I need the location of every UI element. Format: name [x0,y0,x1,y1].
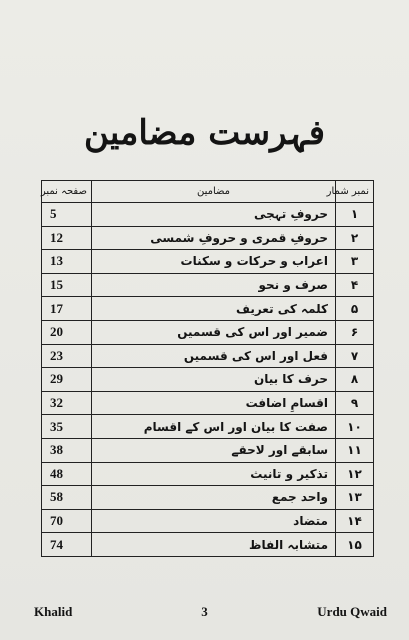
footer-author: Khalid [34,604,73,619]
table-row [42,297,374,321]
header-topic: مضامین [92,181,336,203]
contents-table [41,180,374,557]
row-serial: ۱۱ [336,438,374,462]
header-page: صفحہ نمبر [42,181,92,203]
row-page: 35 [42,415,92,439]
row-serial: ۲ [336,226,374,250]
row-topic: اعراب و حرکات و سکنات [92,250,336,274]
row-serial: ۱ [336,203,374,227]
table-row [42,462,374,486]
table-header-row [42,181,374,203]
row-page: 70 [42,509,92,533]
row-topic: حروفِ تہجی [92,203,336,227]
row-topic: صفت کا بیان اور اس کے اقسام [92,415,336,439]
table-row [42,509,374,533]
row-page: 12 [42,226,92,250]
row-topic: تذکیر و تانیث [92,462,336,486]
row-page: 20 [42,320,92,344]
row-serial: ۶ [336,320,374,344]
row-topic: حرف کا بیان [92,368,336,392]
row-serial: ۴ [336,273,374,297]
row-topic: صرف و نحو [92,273,336,297]
row-serial: ۱۴ [336,509,374,533]
row-serial: ۹ [336,391,374,415]
table-row [42,533,374,557]
row-page: 48 [42,462,92,486]
row-serial: ۱۰ [336,415,374,439]
row-serial: ۳ [336,250,374,274]
row-topic: متشابہ الفاظ [92,533,336,557]
row-serial: ۱۵ [336,533,374,557]
row-topic: ضمیر اور اس کی قسمیں [92,320,336,344]
table-row [42,344,374,368]
footer-book-title: Urdu Qwaid [317,604,387,619]
row-topic: کلمہ کی تعریف [92,297,336,321]
table-row [42,273,374,297]
row-page: 32 [42,391,92,415]
row-serial: ۵ [336,297,374,321]
row-page: 29 [42,368,92,392]
table-row [42,415,374,439]
row-page: 17 [42,297,92,321]
table-row [42,486,374,510]
table-row [42,320,374,344]
page-title: فہرست مضامین [83,113,326,153]
table-row [42,203,374,227]
footer-page-number: 3 [201,604,208,619]
table-row [42,391,374,415]
row-page: 5 [42,203,92,227]
row-topic: اقسامِ اضافت [92,391,336,415]
row-page: 13 [42,250,92,274]
row-page: 23 [42,344,92,368]
row-serial: ۸ [336,368,374,392]
row-topic: فعل اور اس کی قسمیں [92,344,336,368]
row-page: 38 [42,438,92,462]
row-page: 74 [42,533,92,557]
row-serial: ۱۳ [336,486,374,510]
row-topic: متضاد [92,509,336,533]
table-row [42,226,374,250]
row-page: 15 [42,273,92,297]
row-page: 58 [42,486,92,510]
table-row [42,250,374,274]
header-serial: نمبر شمار [336,181,374,203]
table-body [42,203,374,557]
row-serial: ۱۲ [336,462,374,486]
row-serial: ۷ [336,344,374,368]
row-topic: حروفِ قمری و حروفِ شمسی [92,226,336,250]
table-row [42,438,374,462]
row-topic: واحد جمع [92,486,336,510]
row-topic: سابقے اور لاحقے [92,438,336,462]
table-row [42,368,374,392]
